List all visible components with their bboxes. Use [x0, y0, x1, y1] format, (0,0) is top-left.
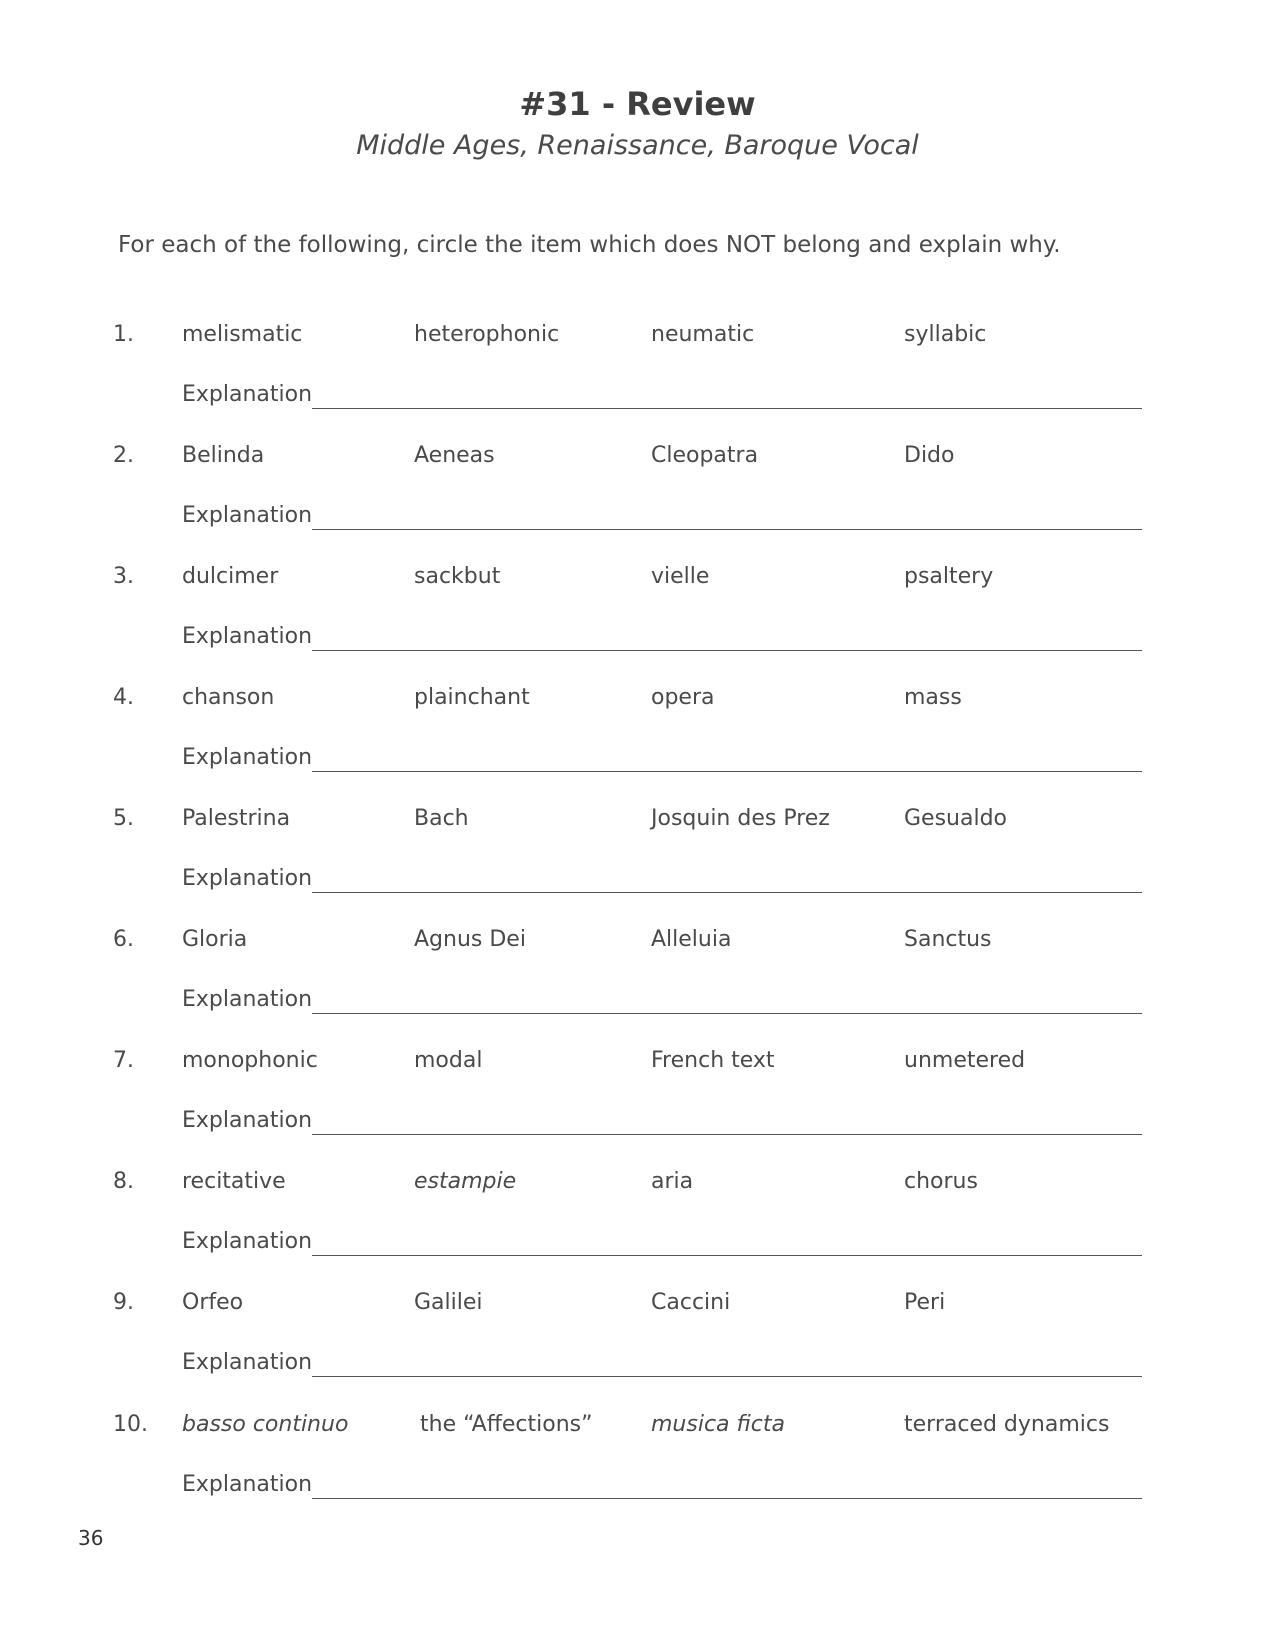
question-item [0, 1169, 1275, 1291]
option-1[interactable]: Orfeo [182, 1290, 244, 1315]
option-2[interactable]: estampie [414, 1169, 517, 1194]
question-number: 8. [113, 1169, 134, 1194]
option-1[interactable]: basso continuo [182, 1412, 349, 1437]
page-title: #31 - Review [519, 85, 756, 123]
option-3[interactable]: opera [651, 685, 715, 710]
question-item [0, 806, 1275, 928]
explanation-field[interactable] [182, 1472, 1142, 1502]
page-number: 36 [78, 1526, 104, 1550]
explanation-line[interactable] [312, 1255, 1142, 1256]
option-4[interactable]: terraced dynamics [904, 1412, 1110, 1437]
question-item [0, 322, 1275, 444]
option-2[interactable]: Bach [414, 806, 469, 831]
question-number: 7. [113, 1048, 134, 1073]
option-2[interactable]: Agnus Dei [414, 927, 526, 952]
option-3[interactable]: Cleopatra [651, 443, 759, 468]
option-1[interactable]: Gloria [182, 927, 248, 952]
explanation-label: Explanation [182, 624, 313, 649]
explanation-line[interactable] [312, 408, 1142, 409]
explanation-line[interactable] [312, 1134, 1142, 1135]
explanation-line[interactable] [312, 1013, 1142, 1014]
option-3[interactable]: Caccini [651, 1290, 731, 1315]
option-3[interactable]: Josquin des Prez [651, 806, 830, 831]
question-number: 10. [113, 1412, 148, 1437]
question-number: 4. [113, 685, 134, 710]
option-3[interactable]: aria [651, 1169, 694, 1194]
option-4[interactable]: Sanctus [904, 927, 992, 952]
explanation-field[interactable] [182, 624, 1142, 654]
option-2[interactable]: sackbut [414, 564, 501, 589]
option-4[interactable]: Gesualdo [904, 806, 1008, 831]
option-4[interactable]: Peri [904, 1290, 946, 1315]
option-2[interactable]: Aeneas [414, 443, 495, 468]
explanation-field[interactable] [182, 1350, 1142, 1380]
explanation-field[interactable] [182, 1108, 1142, 1138]
option-3[interactable]: musica ficta [651, 1412, 785, 1437]
explanation-label: Explanation [182, 1472, 313, 1497]
explanation-field[interactable] [182, 1229, 1142, 1259]
explanation-label: Explanation [182, 866, 313, 891]
question-number: 2. [113, 443, 134, 468]
question-item [0, 1048, 1275, 1170]
explanation-label: Explanation [182, 987, 313, 1012]
explanation-field[interactable] [182, 866, 1142, 896]
explanation-line[interactable] [312, 650, 1142, 651]
option-1[interactable]: Belinda [182, 443, 265, 468]
option-3[interactable]: vielle [651, 564, 710, 589]
question-item [0, 927, 1275, 1049]
question-item [0, 1412, 1275, 1534]
option-4[interactable]: chorus [904, 1169, 978, 1194]
option-2[interactable]: Galilei [414, 1290, 483, 1315]
option-4[interactable]: Dido [904, 443, 955, 468]
explanation-label: Explanation [182, 1350, 313, 1375]
option-2[interactable]: the “Affections” [420, 1412, 593, 1437]
option-1[interactable]: monophonic [182, 1048, 318, 1073]
explanation-line[interactable] [312, 1376, 1142, 1377]
explanation-line[interactable] [312, 892, 1142, 893]
option-1[interactable]: Palestrina [182, 806, 291, 831]
explanation-label: Explanation [182, 1108, 313, 1133]
question-number: 3. [113, 564, 134, 589]
question-item [0, 685, 1275, 807]
explanation-field[interactable] [182, 382, 1142, 412]
explanation-label: Explanation [182, 503, 313, 528]
explanation-field[interactable] [182, 503, 1142, 533]
explanation-label: Explanation [182, 382, 313, 407]
option-1[interactable]: melismatic [182, 322, 303, 347]
question-number: 1. [113, 322, 134, 347]
explanation-label: Explanation [182, 1229, 313, 1254]
question-item [0, 443, 1275, 565]
question-item [0, 564, 1275, 686]
option-4[interactable]: psaltery [904, 564, 994, 589]
option-1[interactable]: dulcimer [182, 564, 279, 589]
question-item [0, 1290, 1275, 1412]
option-4[interactable]: unmetered [904, 1048, 1026, 1073]
option-1[interactable]: chanson [182, 685, 275, 710]
question-number: 5. [113, 806, 134, 831]
option-2[interactable]: modal [414, 1048, 483, 1073]
option-2[interactable]: heterophonic [414, 322, 560, 347]
explanation-line[interactable] [312, 771, 1142, 772]
option-3[interactable]: neumatic [651, 322, 755, 347]
explanation-line[interactable] [312, 529, 1142, 530]
explanation-line[interactable] [312, 1498, 1142, 1499]
question-number: 9. [113, 1290, 134, 1315]
option-3[interactable]: French text [651, 1048, 775, 1073]
explanation-label: Explanation [182, 745, 313, 770]
page-subtitle: Middle Ages, Renaissance, Baroque Vocal [356, 130, 919, 161]
option-2[interactable]: plainchant [414, 685, 530, 710]
option-4[interactable]: mass [904, 685, 962, 710]
explanation-field[interactable] [182, 745, 1142, 775]
option-4[interactable]: syllabic [904, 322, 987, 347]
question-number: 6. [113, 927, 134, 952]
explanation-field[interactable] [182, 987, 1142, 1017]
instructions: For each of the following, circle the item which does NOT belong and explain why. [118, 232, 1061, 258]
option-3[interactable]: Alleluia [651, 927, 732, 952]
option-1[interactable]: recitative [182, 1169, 286, 1194]
